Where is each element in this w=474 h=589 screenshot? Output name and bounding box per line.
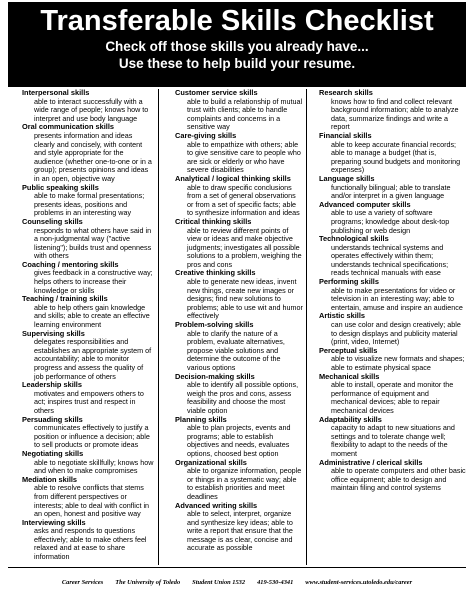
skill-category xyxy=(319,373,466,416)
skill-category-description: able to negotiate skillfully; knows how and when to make compromises xyxy=(34,457,154,476)
skill-category-description: able to interact successfully with a wide range of people; knows how to interpret and use body language xyxy=(34,96,149,123)
skill-category xyxy=(22,330,154,382)
skill-category xyxy=(175,218,304,270)
skill-category-title: Advanced writing skills xyxy=(175,500,258,510)
skill-category-title: Care-giving skills xyxy=(175,130,237,140)
skill-category-description: able to review different points of view or ideas and make objective judgments; investigates all possible solutions to a problem, weighing the pros and cons xyxy=(187,225,302,269)
skill-category-description: able to use a variety of software programs; knowledge about desk-top publishing or web design xyxy=(331,208,450,235)
skill-category-title: Problem-solving skills xyxy=(175,320,254,330)
skill-category-description: able to keep accurate financial records; able to manage a budget (that is, preparing sound budgets and monitoring expenses) xyxy=(331,139,461,175)
footer-university: The University of Toledo xyxy=(115,579,181,586)
skill-category-description: knows how to find and collect relevant background information; able to analyze data, summarize findings and write a report xyxy=(331,96,459,132)
skill-category xyxy=(22,123,154,183)
skill-category-description: communicates effectively to justify a position or influence a decision; able to sell products or promote ideas xyxy=(34,423,150,450)
skill-category-title: Teaching / training skills xyxy=(22,294,108,304)
skills-column-2 xyxy=(158,89,304,565)
skill-category-title: Creative thinking skills xyxy=(175,268,256,278)
subtitle-line-2: Use these to help build your resume. xyxy=(118,56,356,71)
skill-category xyxy=(319,312,466,346)
skill-category-title: Research skills xyxy=(319,89,373,97)
skill-category-description: able to install, operate and monitor the performance of equipment and mechanical devices; able to repair mechanical devices xyxy=(331,380,454,415)
footer-website: www.student-services.utoledo.edu/career xyxy=(305,579,413,586)
skill-category-description: able to operate computers and other basic office equipment; able to design and maintain filing and control systems xyxy=(331,466,466,493)
skill-category-description: capacity to adapt to new situations and settings and to tolerate change well; flexibility to adapt to the needs of the moment xyxy=(331,423,455,458)
skill-category xyxy=(22,89,154,123)
skill-category xyxy=(175,175,304,218)
skill-category-title: Language skills xyxy=(319,173,375,183)
skill-category-title: Persuading skills xyxy=(22,414,83,424)
skill-category-title: Analytical / logical thinking skills xyxy=(175,173,291,183)
skill-category-title: Planning skills xyxy=(175,414,227,424)
skill-category-title: Mechanical skills xyxy=(319,371,380,381)
footer-phone: 419-530-4341 xyxy=(257,579,294,586)
skill-category-description: presents information and ideas clearly and concisely, with content and style appropriate for the audience (whether one-to-one or in a group); presents opinions and ideas in an open, objective way xyxy=(34,130,152,183)
skill-category-description: gives feedback in a constructive way; helps others to increase their knowledge or skills xyxy=(34,268,153,295)
skill-category xyxy=(175,502,304,554)
skill-category-title: Negotiating skills xyxy=(22,448,84,458)
footer-room: Student Union 1532 xyxy=(192,579,246,586)
skill-category xyxy=(319,235,466,278)
skill-category-description: able to make presentations for video or television in an interesting way; able to entertain, amuse and inspire an audience xyxy=(331,285,463,312)
skill-category-description: able to clarify the nature of a problem, evaluate alternatives, propose viable solutions and determine the outcome of the various options xyxy=(187,328,285,372)
skill-category-description: able to resolve conflicts that stems from different perspectives or interests; able to deal with conflict in an open, honest and positive way xyxy=(34,483,150,519)
skill-category-title: Counseling skills xyxy=(22,216,83,226)
skill-category xyxy=(22,184,154,218)
skill-category xyxy=(175,321,304,373)
skill-category xyxy=(319,175,466,201)
skill-category-description: asks and responds to questions effectively; able to make others feel relaxed and at ease to share information xyxy=(34,526,147,562)
skill-category-description: can use color and design creatively; able to design displays and publicity material (print, video, Internet) xyxy=(331,320,461,347)
skill-category-title: Oral communication skills xyxy=(22,122,115,132)
skill-category-title: Supervising skills xyxy=(22,328,85,338)
skill-category-title: Mediation skills xyxy=(22,474,78,484)
skill-category-title: Administrative / clerical skills xyxy=(319,457,423,467)
skill-category-title: Organizational skills xyxy=(175,457,247,467)
skill-category-description: able to select, interpret, organize and synthesize key ideas; able to write a report that ensure that the message is as clear, concise and accurate as possible xyxy=(187,509,293,553)
skill-category xyxy=(22,295,154,329)
skill-category-title: Leadership skills xyxy=(22,380,82,390)
page-title: Transferable Skills Checklist xyxy=(40,5,434,37)
skill-category xyxy=(319,201,466,235)
skill-category xyxy=(175,132,304,175)
skill-category-title: Advanced computer skills xyxy=(319,199,411,209)
skill-category xyxy=(22,519,154,562)
skill-category xyxy=(319,459,466,493)
skill-category xyxy=(22,381,154,415)
skill-category xyxy=(175,459,304,502)
skills-column-3 xyxy=(306,89,466,565)
skill-category xyxy=(22,218,154,261)
footer xyxy=(8,567,466,589)
skill-category-title: Financial skills xyxy=(319,130,372,140)
skill-category xyxy=(319,89,466,132)
skill-category-description: able to identify all possible options, weigh the pros and cons, assess feasibility and choose the most viable option xyxy=(187,380,299,415)
skill-category-description: able to empathize with others; able to give sensitive care to people who are sick or elderly or who have severe disabilities xyxy=(187,139,301,175)
skill-category-description: responds to what others have said in a non-judgmental way ("active listening"); builds trust and openness with others xyxy=(34,225,152,261)
skill-category-description: able to draw specific conclusions from a set of general observations or from a set of specific facts; able to synthesize information and ideas xyxy=(187,182,300,218)
skill-category-title: Customer service skills xyxy=(175,89,258,97)
skill-category-description: motivates and empowers others to act; inspires trust and respect in others xyxy=(34,388,144,415)
skill-category xyxy=(175,416,304,459)
skill-category-description: able to generate new ideas, invent new things, create new images or designs; find new solutions to problems; able to use wit and humor effectively xyxy=(187,277,303,321)
skill-category xyxy=(319,347,466,373)
skill-category xyxy=(319,132,466,175)
skill-category-title: Public speaking skills xyxy=(22,182,99,192)
skill-category-description: able to plan projects, events and programs; able to establish objectives and needs, evaluates options, choosed best option xyxy=(187,423,291,458)
skill-category-title: Decision-making skills xyxy=(175,371,255,381)
skill-category xyxy=(175,89,304,132)
skill-category xyxy=(175,373,304,416)
skill-category-title: Interpersonal skills xyxy=(22,89,90,97)
skills-column-1 xyxy=(8,89,154,565)
skill-category-title: Critical thinking skills xyxy=(175,216,252,226)
skill-category xyxy=(319,416,466,459)
header-banner xyxy=(8,2,466,87)
skill-category xyxy=(22,261,154,295)
skill-category-description: delegates responsibilities and establishes an appropriate system of accountability; able to monitor progress and assess the quality of job performance of others xyxy=(34,337,152,381)
skill-category xyxy=(319,278,466,312)
skill-category-title: Performing skills xyxy=(319,277,379,287)
skill-category-description: able to help others gain knowledge and skills; able to create an effective learning environment xyxy=(34,302,150,330)
subtitle-line-1: Check off those skills you already have... xyxy=(105,39,369,54)
skill-category-title: Perceptual skills xyxy=(319,345,378,355)
skill-category-description: able to build a relationship of mutual trust with clients; able to handle complaints and concerns in a sensitive way xyxy=(187,96,303,132)
skill-category-description: able to make formal presentations; presents ideas, positions and problems in an interesting way xyxy=(34,191,145,218)
skill-category-description: able to visualize new formats and shapes; able to estimate physical space xyxy=(331,354,465,372)
skill-category-title: Artistic skills xyxy=(319,311,366,321)
skill-category-title: Interviewing skills xyxy=(22,517,86,527)
skills-columns xyxy=(8,89,466,565)
skill-category xyxy=(175,269,304,321)
skill-category-title: Coaching / mentoring skills xyxy=(22,259,119,269)
footer-office: Career Services xyxy=(61,579,104,586)
skill-category xyxy=(22,450,154,476)
skill-category-title: Technological skills xyxy=(319,234,389,244)
skill-category-description: functionally bilingual; able to translate and/or interpret in a given language xyxy=(331,182,451,201)
skill-category-description: able to organize information, people or things in a systematic way; able to establish priorities and meet deadlines xyxy=(187,466,302,501)
skill-category xyxy=(22,416,154,450)
skill-category-title: Adaptability skills xyxy=(319,414,382,424)
skill-category-description: understands technical systems and operates effectively within them; understands technical specifications; reads technical manuals with ease xyxy=(331,242,449,278)
skill-category xyxy=(22,476,154,519)
